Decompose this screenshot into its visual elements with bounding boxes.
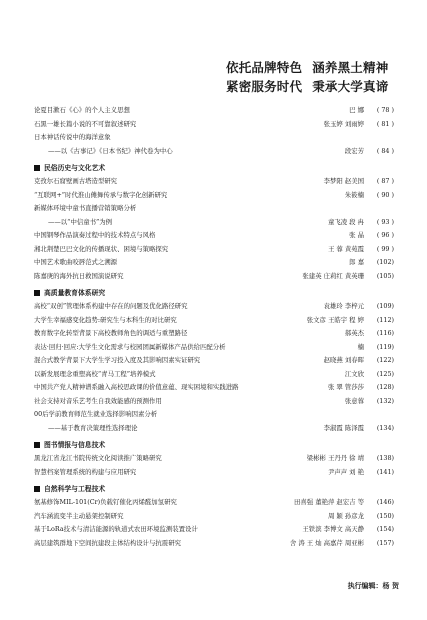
page-number: (132) bbox=[376, 396, 394, 405]
article-title: 高层建筑群地下空间抗建段主体结构设计与抗震研究 bbox=[34, 538, 181, 547]
section-heading bbox=[34, 482, 394, 496]
toc-entry[interactable] bbox=[34, 422, 394, 436]
article-author: 王 蓉 黄苑霞 bbox=[327, 244, 364, 253]
toc-entry[interactable] bbox=[34, 270, 394, 284]
article-author: 尹声声 刘 艳 bbox=[327, 467, 364, 476]
page-number: ( 78 ) bbox=[376, 106, 394, 114]
toc-entry[interactable] bbox=[34, 395, 394, 409]
executive-editor: 执行编辑：杨 贺 bbox=[347, 582, 399, 590]
toc-entry[interactable] bbox=[34, 216, 394, 230]
article-author: 朱筱楠 bbox=[344, 190, 364, 199]
section-title: 民俗历史与文化艺术 bbox=[44, 164, 106, 172]
article-title: 00后学前教育师范生就业选择影响因素分析 bbox=[34, 410, 158, 418]
toc-entry[interactable] bbox=[34, 175, 394, 189]
article-author: 张玉婷 刘雨婷 bbox=[323, 119, 364, 128]
article-author: 张意蓉 bbox=[344, 396, 364, 405]
article-title: 日本神话传说中的海洋意象 bbox=[34, 133, 111, 141]
article-title: 新媒体环境中童书直播营销策略分析 bbox=[34, 204, 137, 212]
toc-entry[interactable] bbox=[34, 368, 394, 382]
toc-entry[interactable] bbox=[34, 381, 394, 395]
page-number: (150) bbox=[376, 511, 394, 520]
article-title: 黑龙江省龙江书院传统文化阅读推广策略研究 bbox=[34, 454, 162, 462]
page-number: (141) bbox=[376, 467, 394, 476]
slogan-text: 秉承大学真谛 bbox=[312, 79, 389, 94]
toc-entry[interactable] bbox=[34, 243, 394, 257]
article-author: 楠 bbox=[357, 342, 364, 351]
article-title: 湘北荆楚巴巴文化的传播现状、困境与策略探究 bbox=[34, 244, 169, 253]
article-author: 张 晶 bbox=[349, 231, 364, 239]
page-number: (112) bbox=[376, 315, 394, 324]
article-author: 张文彦 王皓宇 程 婷 bbox=[306, 315, 364, 324]
section-square-icon bbox=[34, 290, 40, 296]
page-number: (154) bbox=[376, 525, 394, 533]
article-title: 基于LoRa技术与清洁能源的轨道式农田环境监测装置设计 bbox=[34, 525, 198, 533]
article-title: 中国钢琴作品演奏过程中的技术特点与风格 bbox=[34, 231, 156, 239]
article-title: 混合式教学背景下大学生学习投入度及其影响因素实证研究 bbox=[34, 356, 201, 364]
article-author: 李淑霞 陈泽霞 bbox=[323, 423, 364, 432]
article-author: 张 翠 管莎莎 bbox=[327, 383, 364, 391]
article-author: 江文欣 bbox=[344, 369, 364, 378]
toc-entry[interactable] bbox=[34, 354, 394, 368]
page-number: ( 90 ) bbox=[376, 190, 394, 199]
article-title: 表达·回归·回应:大学生文化需求与校园团属新媒体产品供给匹配分析 bbox=[34, 342, 226, 351]
section-heading bbox=[34, 438, 394, 452]
article-title: 氨基修饰MIL-101(Cr)负载钌催化丙烯醛加氢研究 bbox=[34, 498, 177, 506]
section-square-icon bbox=[34, 165, 40, 171]
article-title: 教育数字化转型背景下高校教师角色的调适与重塑路径 bbox=[34, 329, 188, 337]
article-title: 克孜尔石窟壁画古塔造型研究 bbox=[34, 177, 118, 185]
article-title: 中国共产党人精神谱系融入高校思政课的价值意蕴、现实困境和实践进路 bbox=[34, 383, 239, 391]
toc-entry[interactable] bbox=[34, 327, 394, 341]
toc-entry[interactable] bbox=[34, 314, 394, 328]
article-author: 郝英杰 bbox=[344, 329, 364, 337]
article-author: 舍 涛 王 灿 高嘉芹 周亚彬 bbox=[289, 538, 364, 547]
article-title: 论夏目漱石《心》的个人主义思想 bbox=[34, 106, 130, 114]
page-number: ( 87 ) bbox=[376, 177, 394, 185]
article-author: 王铁滨 李博文 高天静 bbox=[302, 525, 364, 533]
section-title: 自然科学与工程技术 bbox=[44, 485, 106, 493]
section-title: 高质量教育体系研究 bbox=[44, 289, 106, 297]
article-author: 李梦阳 赵美国 bbox=[323, 177, 364, 185]
article-title: 智慧档案管理系统的构建与应用研究 bbox=[34, 467, 137, 476]
slogan-text: 依托品牌特色 bbox=[226, 60, 303, 75]
toc-entry[interactable] bbox=[34, 256, 394, 270]
slogan-text: 紧密服务时代 bbox=[226, 79, 303, 94]
article-title: 以新发展理念重塑高校“青马工程”培养模式 bbox=[34, 369, 156, 378]
article-title: 陈嘉庚的海外抗日救国演说研究 bbox=[34, 271, 124, 280]
page-number: (119) bbox=[376, 342, 394, 351]
table-of-contents bbox=[34, 104, 394, 550]
article-author: 赵晓燕 刘春晖 bbox=[323, 356, 364, 364]
page-number: (128) bbox=[376, 383, 394, 391]
article-title: 高校“双创”管理体系构建中存在的问题及优化路径研究 bbox=[34, 302, 188, 310]
toc-entry[interactable] bbox=[34, 189, 394, 203]
toc-entry[interactable] bbox=[34, 466, 394, 480]
page-number: (102) bbox=[376, 258, 394, 266]
slogan-text: 涵养黑土精神 bbox=[312, 60, 389, 75]
page-number: ( 93 ) bbox=[376, 217, 394, 226]
page-number: (122) bbox=[376, 356, 394, 364]
page-number: (116) bbox=[376, 329, 394, 337]
page-number: ( 96 ) bbox=[376, 231, 394, 239]
article-title: 社会支持对音乐艺考生自我效能感的预测作用 bbox=[34, 396, 162, 405]
page-number: (138) bbox=[376, 454, 394, 462]
article-author: 郎 嘉 bbox=[349, 258, 364, 266]
toc-entry[interactable] bbox=[34, 104, 394, 118]
article-author: 童飞凌 段 冉 bbox=[327, 217, 364, 226]
toc-entry[interactable] bbox=[34, 229, 394, 243]
toc-entry[interactable] bbox=[34, 408, 394, 422]
section-square-icon bbox=[34, 442, 40, 448]
page-number: ( 81 ) bbox=[376, 119, 394, 128]
article-title: 大学生幸福感变化趋势:研究生与本科生的对比研究 bbox=[34, 315, 177, 324]
section-heading bbox=[34, 286, 394, 300]
article-title: “互联网+”时代淮山傩舞传承与数字化创新研究 bbox=[34, 190, 168, 199]
toc-entry[interactable] bbox=[34, 510, 394, 524]
slogan-line-2 bbox=[226, 77, 406, 96]
article-title: ——以“中信童书”为例 bbox=[48, 217, 113, 226]
toc-entry[interactable] bbox=[34, 145, 394, 159]
section-square-icon bbox=[34, 486, 40, 492]
article-title: 汽车涵流变半主动悬架控制研究 bbox=[34, 511, 124, 520]
toc-entry[interactable] bbox=[34, 496, 394, 510]
article-author: 田喜强 董艳萍 赵宏吉 等 bbox=[294, 498, 364, 506]
slogan-line-1 bbox=[226, 58, 406, 77]
section-title: 图书情报与信息技术 bbox=[44, 441, 106, 449]
toc-entry[interactable] bbox=[34, 341, 394, 355]
article-author: 周 颖 孙彦龙 bbox=[327, 511, 364, 520]
toc-entry[interactable] bbox=[34, 523, 394, 537]
article-title: ——基于教育决策理性选择理论 bbox=[48, 423, 138, 432]
toc-entry[interactable] bbox=[34, 300, 394, 314]
page-number: (105) bbox=[376, 271, 394, 280]
article-title: 石黑一雄长篇小说的不可靠叙述研究 bbox=[34, 119, 137, 128]
article-author: 巴 娜 bbox=[349, 106, 364, 114]
page-number: (109) bbox=[376, 302, 394, 310]
page-number: (125) bbox=[376, 369, 394, 378]
article-author: 梁彬彬 王丹丹 徐 靖 bbox=[306, 454, 364, 462]
toc-entry[interactable] bbox=[34, 118, 394, 132]
article-title: 中国艺术歌曲咬唇范式之溯源 bbox=[34, 258, 118, 266]
slogans bbox=[226, 58, 406, 96]
article-author: 袁雄玲 李梓元 bbox=[323, 302, 364, 310]
page-number: (157) bbox=[376, 538, 394, 547]
page-number: (146) bbox=[376, 498, 394, 506]
article-author: 段宏芳 bbox=[344, 146, 364, 155]
page-number: ( 99 ) bbox=[376, 244, 394, 253]
section-heading bbox=[34, 161, 394, 175]
toc-entry[interactable] bbox=[34, 131, 394, 145]
toc-entry[interactable] bbox=[34, 537, 394, 551]
article-title: ——以《古事记》《日本书纪》神代卷为中心 bbox=[48, 146, 173, 155]
toc-entry[interactable] bbox=[34, 452, 394, 466]
article-author: 张建英 庄莉红 黄英珊 bbox=[302, 271, 364, 280]
page-number: ( 84 ) bbox=[376, 146, 394, 155]
toc-entry[interactable] bbox=[34, 202, 394, 216]
page-number: (134) bbox=[376, 423, 394, 432]
